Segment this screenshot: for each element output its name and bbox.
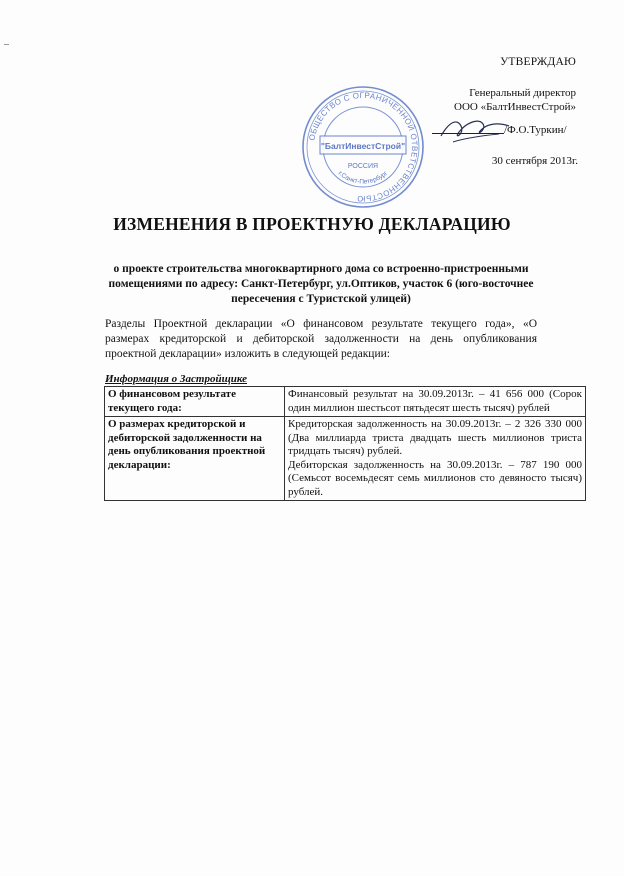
table-row (105, 387, 586, 417)
approval-heading: УТВЕРЖДАЮ (500, 56, 576, 68)
approval-block (454, 86, 576, 114)
row-value-cell (285, 417, 586, 501)
row-label: О финансовом результате текущего года: (105, 387, 285, 417)
company-stamp (300, 84, 426, 210)
stamp-city: г.Санкт-Петербург (336, 169, 390, 186)
approval-date: 30 сентября 2013г. (491, 155, 578, 167)
signatory-name: /Ф.О.Туркин/ (504, 124, 567, 136)
approval-position: Генеральный директор (469, 87, 576, 99)
developer-info-table (104, 386, 586, 501)
row-label: О размерах кредиторской и дебиторской задолженности на день опубликования проектной декларации: (105, 417, 285, 501)
signature-line (432, 133, 504, 134)
row-value: Финансовый результат на 30.09.2013г. – 41 656 000 (Сорок один миллион шестьсот пятьдесят шесть тысяч) рублей (285, 387, 586, 417)
stamp-center-text: "БалтИнвестСтрой" (320, 141, 406, 151)
debtor-debt-text: Дебиторская задолженность на 30.09.2013г. – 787 190 000 (Семьсот восемьдесят семь миллионов сто девяносто тысяч) рублей. (288, 458, 582, 498)
handwritten-signature (435, 112, 515, 146)
stamp-country: РОССИЯ (347, 163, 379, 170)
approval-company: ООО «БалтИнвестСтрой» (454, 101, 576, 113)
svg-text:г.Санкт-Петербург (337, 170, 390, 186)
scan-mark (4, 44, 9, 45)
page-title: ИЗМЕНЕНИЯ В ПРОЕКТНУЮ ДЕКЛАРАЦИЮ (113, 214, 511, 234)
stamp-ring-text: ОБЩЕСТВО С ОГРАНИЧЕННОЙ ОТВЕТСТВЕННОСТЬЮ (307, 90, 420, 204)
document-subtitle: о проекте строительства многоквартирного дома со встроенно-пристроенными помещениями по адресу: Санкт-Петербург, ул.Оптиков, участок 6 (юго-восточнее пересечения с Туристской улицей) (108, 263, 534, 305)
table-caption: Информация о Застройщике (105, 373, 247, 385)
creditor-debt-text: Кредиторская задолженность на 30.09.2013г. – 2 326 330 000 (Два миллиарда триста двадцать шесть миллионов триста тридцать тысяч) рублей. (288, 418, 582, 457)
table-row (105, 417, 586, 501)
intro-paragraph: Разделы Проектной декларации «О финансовом результате текущего года», «О размерах кредиторской и дебиторской задолженности на день опубликования проектной декларации» изложить в следующей редакции: (105, 318, 537, 360)
